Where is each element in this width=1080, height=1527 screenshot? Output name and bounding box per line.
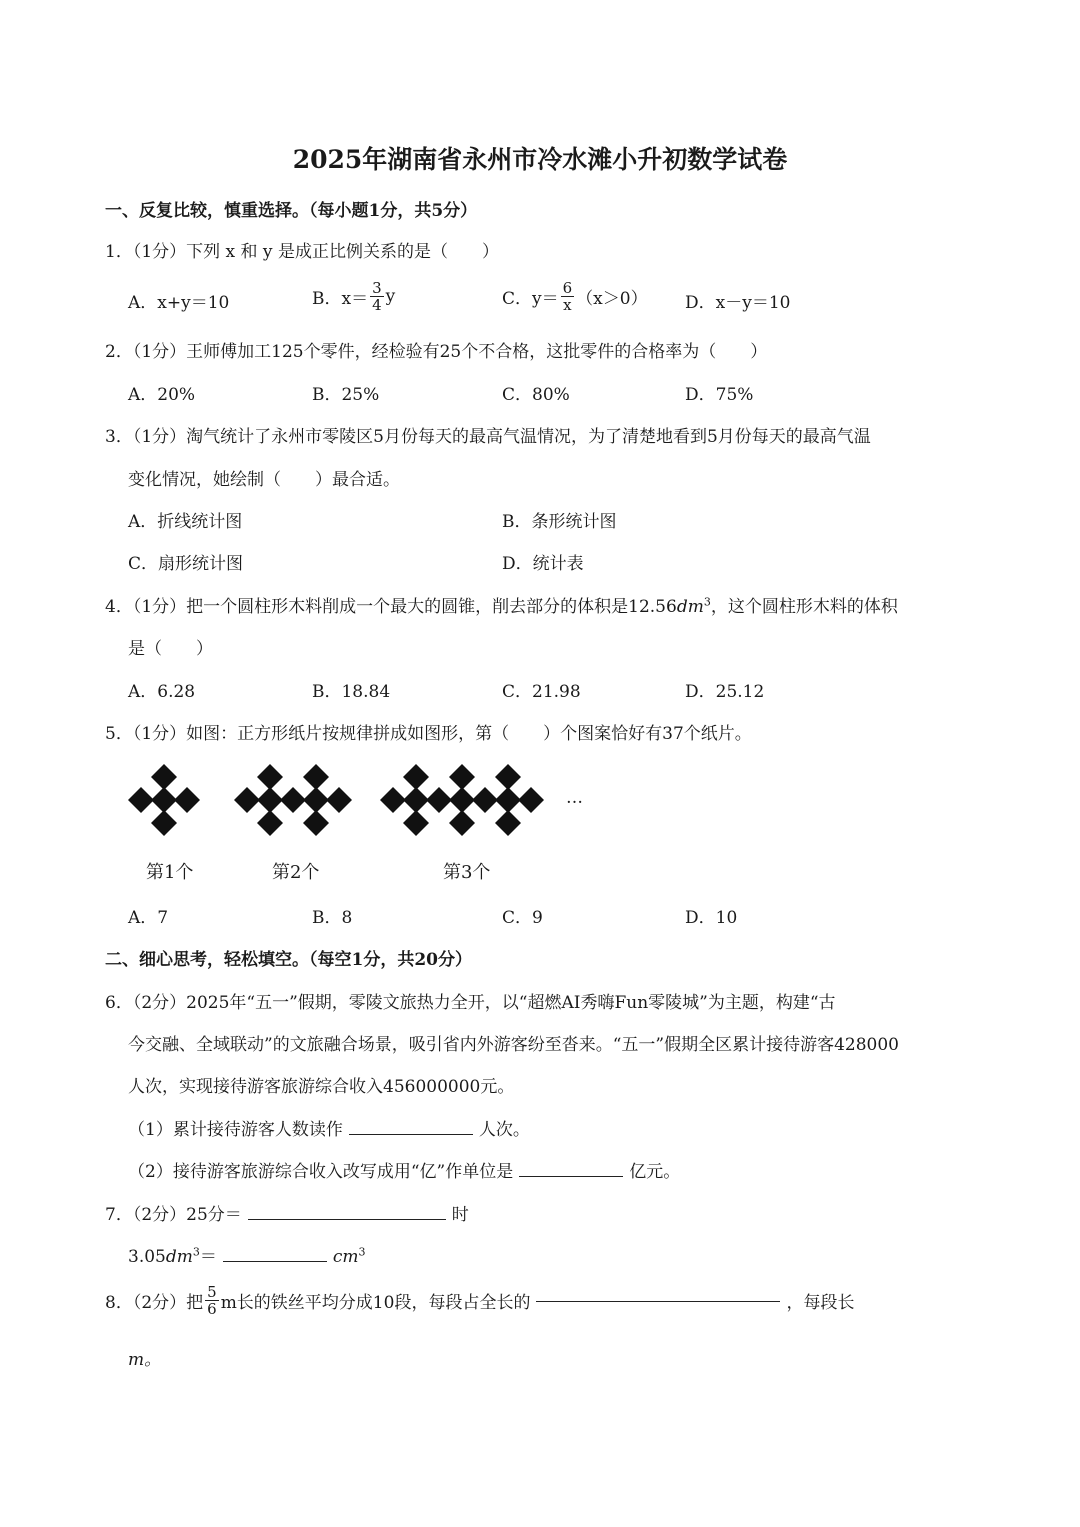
question-7-unit: 时	[451, 1205, 469, 1225]
equals-sign: ＝	[199, 1247, 217, 1267]
question-7-text: 7．（2分）25分＝	[105, 1205, 242, 1225]
question-2-option-b: B．25%	[312, 385, 380, 405]
fraction-numerator: 5	[207, 1283, 217, 1301]
question-3-option-a: A．折线统计图	[128, 512, 243, 532]
option-b-suffix: y	[385, 286, 396, 307]
fraction	[370, 280, 384, 313]
pattern-figure	[120, 760, 600, 840]
question-2-option-d: D．75%	[685, 385, 754, 405]
pattern-figure-3	[380, 764, 544, 836]
pattern-ellipsis: …	[566, 788, 583, 808]
section-heading-2: 二、细心思考，轻松填空。（每空1分，共20分）	[105, 950, 472, 970]
unit-dm: dm	[165, 1247, 193, 1267]
section-heading-1: 一、反复比较，慎重选择。（每小题1分，共5分）	[105, 201, 478, 221]
unit-exponent: 3	[358, 1245, 366, 1259]
page-title: 2025年湖南省永州市冷水滩小升初数学试卷	[292, 145, 788, 174]
fraction-denominator: 6	[207, 1300, 217, 1318]
question-7-line1	[105, 1200, 469, 1225]
question-6-sub1-text: （1）累计接待游客人数读作	[128, 1120, 343, 1140]
pattern-figure-2	[234, 764, 352, 836]
question-1-stem: 1．（1分）下列 x 和 y 是成正比例关系的是（ ）	[105, 242, 499, 262]
question-8-prefix: 8．（2分）把	[105, 1293, 204, 1313]
question-6-sub2	[128, 1157, 680, 1182]
pattern-figure-1	[128, 764, 200, 836]
fraction-numerator: 3	[372, 279, 382, 297]
question-4-option-a: A．6.28	[128, 682, 196, 702]
figure-label-1: 第1个	[146, 862, 194, 883]
question-8-suffix: ，每段长	[786, 1293, 855, 1313]
question-5-option-d: D．10	[685, 908, 738, 928]
question-5-option-c: C．9	[502, 908, 543, 928]
option-c-suffix: （x＞0）	[576, 289, 648, 309]
unit-exponent: 3	[703, 595, 711, 609]
option-c-prefix: C．y＝	[502, 289, 559, 309]
answer-blank[interactable]	[223, 1260, 327, 1262]
question-2-option-c: C．80%	[502, 385, 570, 405]
question-6-sub1	[128, 1115, 530, 1140]
question-7-value: 3.05	[128, 1247, 166, 1267]
question-4-text-a: 4．（1分）把一个圆柱形木料削成一个最大的圆锥，削去部分的体积是12.56	[105, 597, 677, 617]
unit-exponent: 3	[192, 1245, 200, 1259]
question-3-option-d: D．统计表	[502, 554, 584, 574]
unit-cm: cm	[332, 1247, 359, 1267]
question-3-option-c: C．扇形统计图	[128, 554, 244, 574]
question-1-option-b	[312, 280, 395, 313]
question-4-text-b: ，这个圆柱形木料的体积	[710, 597, 898, 617]
question-6-sub2-text: （2）接待游客旅游综合收入改写成用“亿”作单位是	[128, 1162, 514, 1182]
question-1-option-c	[502, 280, 648, 313]
question-5-stem: 5．（1分）如图：正方形纸片按规律拼成如图形，第（ ）个图案恰好有37个纸片。	[105, 724, 752, 744]
question-6-sub1-unit: 人次。	[478, 1120, 530, 1140]
fraction-numerator: 6	[562, 279, 573, 297]
question-2-option-a: A．20%	[128, 385, 196, 405]
unit-dm: dm	[676, 597, 704, 617]
question-6-line1: 6．（2分）2025年“五一”假期，零陵文旅热力全开，以“超燃AI秀嗨Fun零陵城”为主题，构建“古	[105, 993, 836, 1013]
question-3-option-b: B．条形统计图	[502, 512, 617, 532]
question-5-option-b: B．8	[312, 908, 353, 928]
answer-blank[interactable]	[519, 1175, 623, 1177]
question-1-option-a: A．x+y＝10	[128, 293, 230, 313]
question-3-stem-line1: 3．（1分）淘气统计了永州市零陵区5月份每天的最高气温情况，为了清楚地看到5月份每天的最高气温	[105, 427, 871, 447]
question-1-option-d: D．x－y＝10	[685, 293, 791, 313]
question-5-option-a: A．7	[128, 908, 169, 928]
answer-blank[interactable]	[349, 1133, 473, 1135]
option-b-prefix: B．x＝	[312, 289, 369, 309]
answer-blank[interactable]	[536, 1300, 780, 1302]
fraction	[561, 280, 575, 313]
question-6-sub2-unit: 亿元。	[629, 1162, 681, 1182]
question-8-line1	[105, 1284, 854, 1317]
figure-label-3: 第3个	[443, 862, 491, 883]
fraction	[205, 1284, 219, 1317]
question-6-line3: 人次，实现接待游客旅游综合收入456000000元。	[128, 1077, 515, 1097]
question-4-stem-line2: 是（ ）	[128, 639, 213, 659]
question-7-line2	[128, 1242, 366, 1267]
question-8-line2: m。	[128, 1350, 162, 1370]
question-8-middle: m长的铁丝平均分成10段，每段占全长的	[220, 1293, 531, 1313]
figure-label-2: 第2个	[272, 862, 320, 883]
question-2-stem: 2．（1分）王师傅加工125个零件，经检验有25个不合格，这批零件的合格率为（ ）	[105, 342, 768, 362]
question-4-option-c: C．21.98	[502, 682, 581, 702]
question-4-stem-line1	[105, 592, 898, 617]
question-3-stem-line2: 变化情况，她绘制（ ）最合适。	[128, 470, 400, 490]
answer-blank[interactable]	[248, 1218, 446, 1220]
question-4-option-d: D．25.12	[685, 682, 765, 702]
fraction-denominator: 4	[372, 296, 382, 314]
fraction-denominator: x	[563, 296, 572, 314]
question-6-line2: 今交融、全域联动”的文旅融合场景，吸引省内外游客纷至沓来。“五一”假期全区累计接待游客428000	[128, 1035, 899, 1055]
question-4-option-b: B．18.84	[312, 682, 391, 702]
